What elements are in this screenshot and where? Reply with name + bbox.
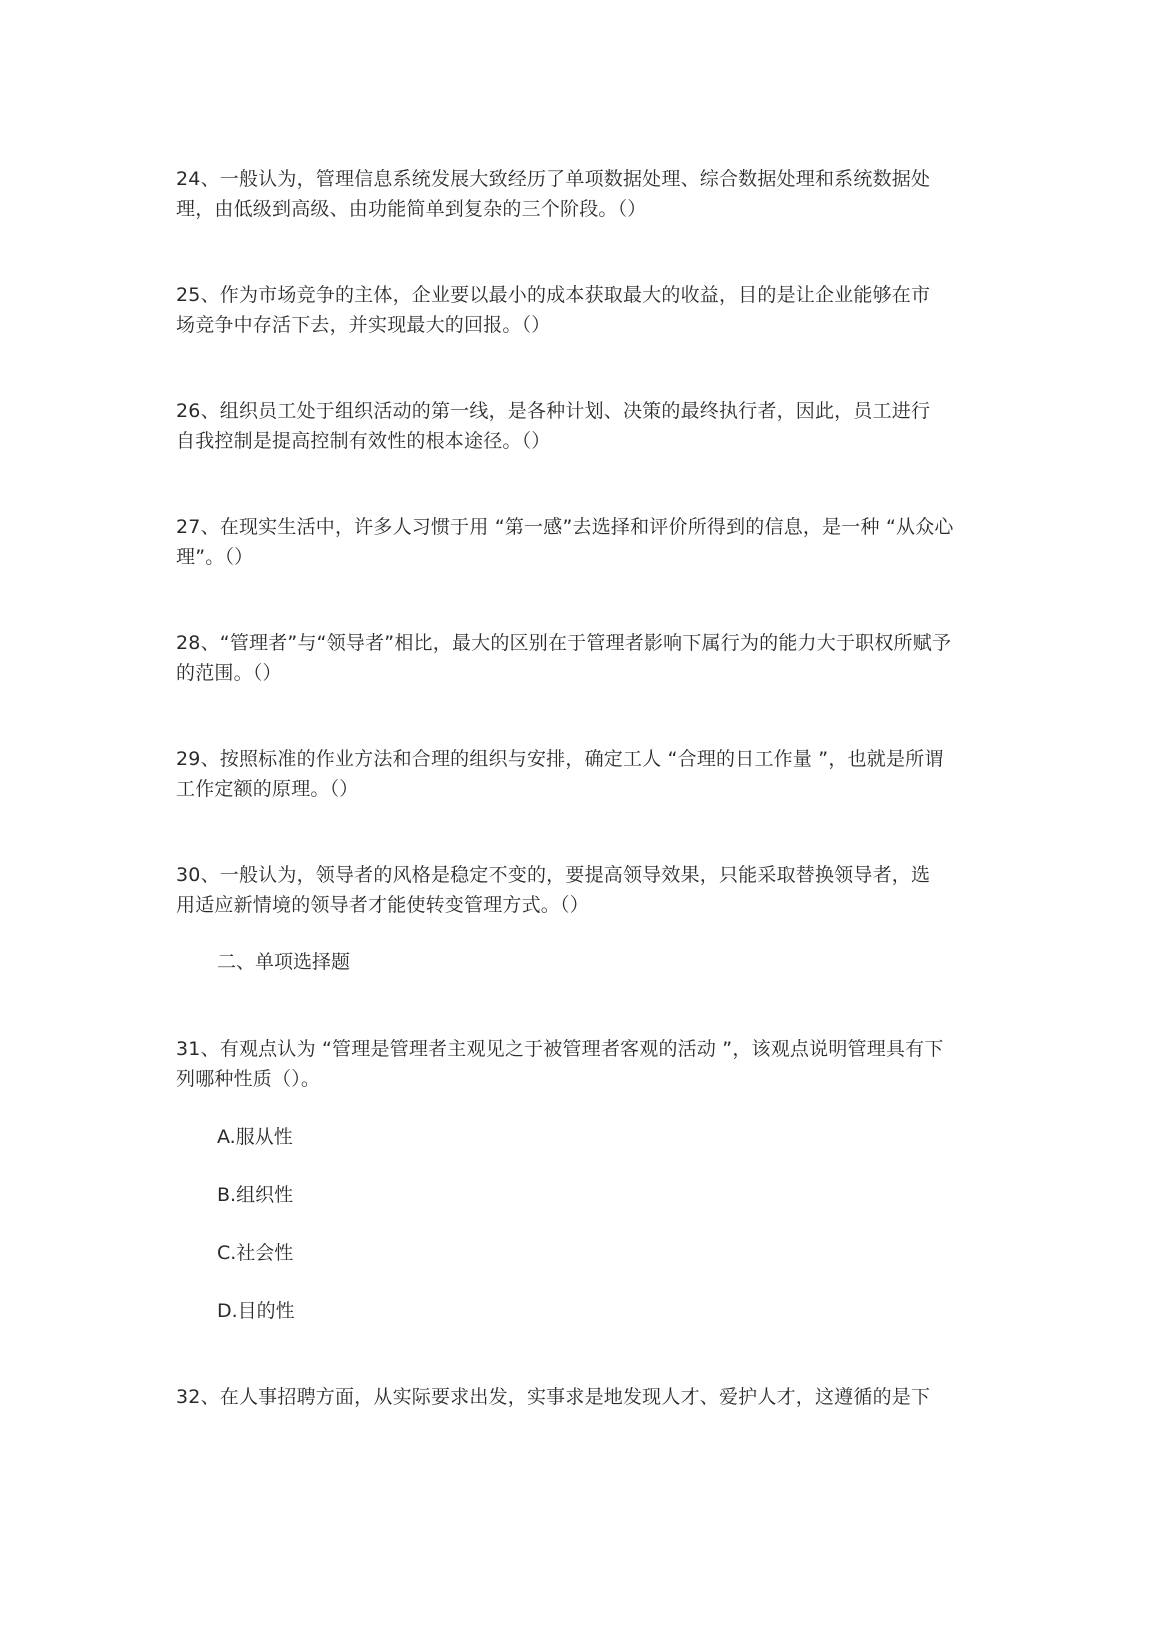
question-25 [176, 280, 976, 340]
question-31-line-1: 31、有观点认为 “管理是管理者主观见之于被管理者客观的活动 ”，该观点说明管理具有下 [176, 1038, 944, 1060]
question-28-line-1: 28、“管理者”与“领导者”相比，最大的区别在于管理者影响下属行为的能力大于职权所赋予 [176, 632, 952, 654]
question-25-line-1: 25、作为市场竞争的主体，企业要以最小的成本获取最大的收益，目的是让企业能够在市 [176, 284, 931, 306]
question-30-line-2: 用适应新情境的领导者才能使转变管理方式。（） [176, 894, 589, 916]
question-27-line-2: 理”。（） [176, 546, 254, 568]
section-heading: 二、单项选择题 [217, 951, 351, 973]
option-c: C.社会性 [217, 1242, 294, 1264]
question-32-line-1: 32、在人事招聘方面，从实际要求出发，实事求是地发现人才、爱护人才，这遵循的是下 [176, 1386, 931, 1408]
question-26-line-1: 26、组织员工处于组织活动的第一线，是各种计划、决策的最终执行者，因此，员工进行 [176, 400, 931, 422]
question-26-line-2: 自我控制是提高控制有效性的根本途径。（） [176, 430, 551, 452]
question-29 [176, 744, 976, 804]
question-30 [176, 860, 976, 920]
question-25-line-2: 场竞争中存活下去，并实现最大的回报。（） [176, 314, 551, 336]
question-27-line-1: 27、在现实生活中，许多人习惯于用 “第一感”去选择和评价所得到的信息，是一种 “从众心 [176, 516, 954, 538]
option-d: D.目的性 [217, 1300, 295, 1322]
question-24-line-2: 理，由低级到高级、由功能简单到复杂的三个阶段。（） [176, 198, 647, 220]
question-29-line-2: 工作定额的原理。（） [176, 778, 359, 800]
question-24 [176, 164, 976, 224]
question-28-line-2: 的范围。（） [176, 662, 282, 684]
question-30-line-1: 30、一般认为，领导者的风格是稳定不变的，要提高领导效果，只能采取替换领导者，选 [176, 864, 931, 886]
question-27 [176, 512, 976, 572]
question-31 [176, 1034, 976, 1094]
option-a: A.服从性 [217, 1126, 293, 1148]
question-32 [176, 1382, 976, 1412]
question-26 [176, 396, 976, 456]
question-28 [176, 628, 976, 688]
option-b: B.组织性 [217, 1184, 294, 1206]
question-29-line-1: 29、按照标准的作业方法和合理的组织与安排，确定工人 “合理的日工作量 ”，也就是所谓 [176, 748, 944, 770]
question-31-line-2: 列哪种性质（）。 [176, 1068, 321, 1090]
question-24-line-1: 24、一般认为，管理信息系统发展大致经历了单项数据处理、综合数据处理和系统数据处 [176, 168, 931, 190]
